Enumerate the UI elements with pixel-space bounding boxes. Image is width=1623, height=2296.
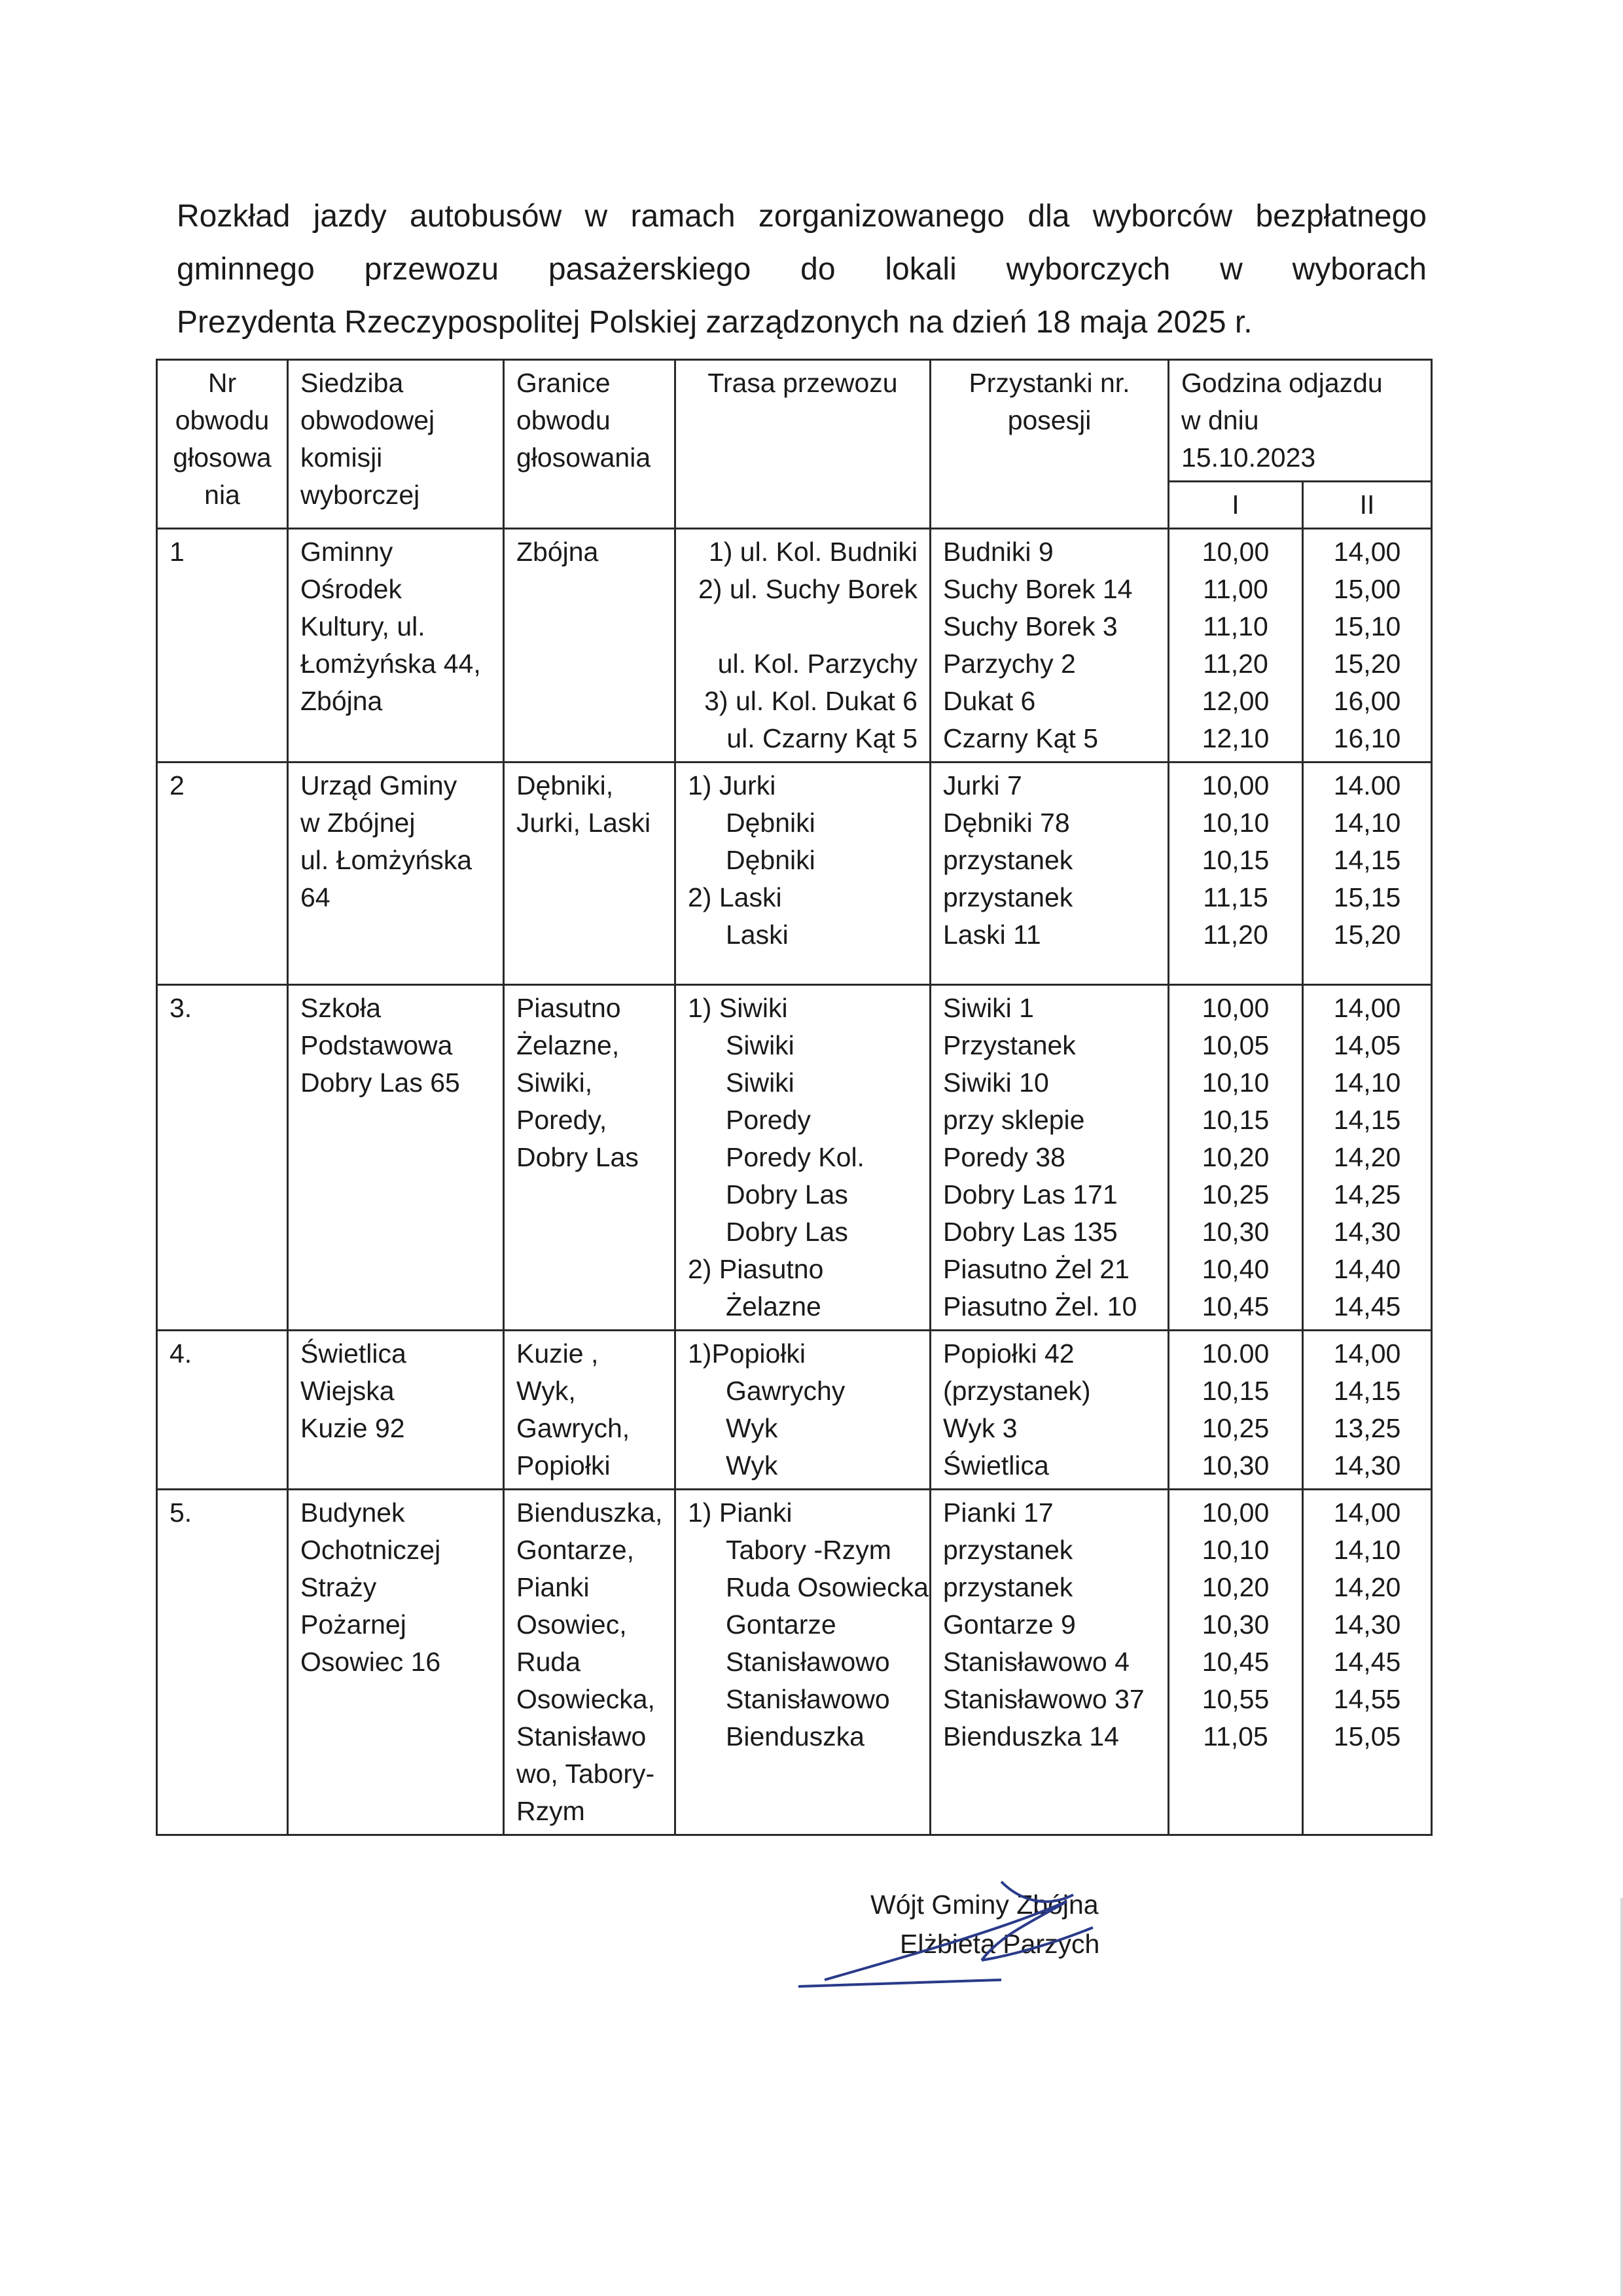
cell-trasa-line: 2) Piasutno — [688, 1254, 824, 1284]
table-row — [157, 762, 1432, 985]
cell-time-I-line: 10,40 — [1202, 1254, 1270, 1284]
cell-trasa-line: Poredy — [726, 1105, 811, 1135]
cell-time-I-line: 10,10 — [1202, 1535, 1270, 1565]
header-nr-line: obwodu — [175, 405, 270, 435]
cell-przystanki-line: przystanek — [943, 1572, 1073, 1602]
header-trasa-line: Trasa przewozu — [707, 368, 898, 398]
cell-time-I-line: 12,10 — [1202, 723, 1270, 753]
cell-przystanki-line: Popiołki 42 — [943, 1338, 1075, 1369]
cell-trasa — [675, 529, 931, 762]
cell-time-II — [1303, 1490, 1432, 1835]
cell-nr: 2 — [157, 762, 288, 985]
title-line-1: Rozkład jazdy autobusów w ramach zorganizowanego dla wyborców bezpłatnego — [177, 199, 1427, 234]
cell-time-II-line: 14,30 — [1333, 1217, 1401, 1247]
cell-przystanki-line: Dobry Las 171 — [943, 1179, 1118, 1210]
cell-time-II — [1303, 1331, 1432, 1490]
cell-trasa-line: Wyk — [726, 1413, 778, 1443]
schedule-body — [157, 529, 1432, 1835]
cell-time-II-line: 16,10 — [1333, 723, 1401, 753]
cell-time-I — [1169, 529, 1303, 762]
cell-time-I-line: 10,10 — [1202, 808, 1270, 838]
cell-trasa-line: Dobry Las — [726, 1179, 848, 1210]
signature-name: Elżbieta Parzych — [900, 1929, 1100, 1959]
cell-siedziba-line: Urząd Gminy — [300, 770, 457, 800]
cell-granice-line: Gawrych, — [516, 1413, 630, 1443]
cell-przystanki-line: przystanek — [943, 845, 1073, 875]
cell-time-I-line: 10,20 — [1202, 1142, 1270, 1172]
cell-granice-line: Bienduszka, — [516, 1498, 663, 1528]
cell-przystanki-line: Piasutno Żel. 10 — [943, 1291, 1137, 1321]
cell-time-II-line: 14,55 — [1333, 1684, 1401, 1714]
cell-przystanki-line: Stanisławowo 4 — [943, 1647, 1130, 1677]
cell-time-I — [1169, 762, 1303, 985]
cell-przystanki-line: Czarny Kąt 5 — [943, 723, 1098, 753]
cell-trasa-line: Dębniki — [726, 845, 815, 875]
cell-granice-line: Gontarze, — [516, 1535, 635, 1565]
signature-title: Wójt Gminy Zbójna — [870, 1890, 1099, 1920]
cell-siedziba-line: Ochotniczej — [300, 1535, 441, 1565]
cell-granice-line: Piasutno — [516, 993, 621, 1023]
header-przystanki — [931, 360, 1169, 529]
cell-time-I-line: 10.00 — [1202, 1338, 1270, 1369]
cell-granice-line: Wyk, — [516, 1376, 576, 1406]
cell-time-II-line: 14,30 — [1333, 1609, 1401, 1640]
cell-przystanki-line: Stanisławowo 37 — [943, 1684, 1145, 1714]
cell-siedziba-line: Świetlica — [300, 1338, 406, 1369]
cell-nr: 4. — [157, 1331, 288, 1490]
cell-time-I-line: 11,10 — [1203, 611, 1268, 641]
cell-time-II-line: 14,40 — [1333, 1254, 1401, 1284]
table-row — [157, 1490, 1432, 1835]
cell-siedziba-line: Podstawowa — [300, 1030, 453, 1060]
cell-granice-line: Kuzie , — [516, 1338, 599, 1369]
cell-time-II-line: 14,00 — [1333, 537, 1401, 567]
cell-granice-line: Osowiecka, — [516, 1684, 655, 1714]
schedule-table — [156, 359, 1433, 1836]
header-siedziba-line: wyborczej — [300, 480, 420, 510]
cell-time-I-line: 11,20 — [1203, 649, 1268, 679]
cell-time-I-line: 11,00 — [1203, 574, 1268, 604]
cell-siedziba-line: Dobry Las 65 — [300, 1067, 460, 1098]
cell-trasa-line: 1) Pianki — [688, 1498, 793, 1528]
header-przystanki-line: posesji — [1007, 405, 1092, 435]
cell-time-I — [1169, 1331, 1303, 1490]
cell-granice-line: Dębniki, — [516, 770, 614, 800]
cell-trasa-line: 3) ul. Kol. Dukat 6 — [704, 686, 918, 716]
cell-time-I — [1169, 1490, 1303, 1835]
cell-time-II-line: 14,00 — [1333, 1338, 1401, 1369]
cell-granice-line: Poredy, — [516, 1105, 607, 1135]
cell-time-II-line: 15,20 — [1333, 920, 1401, 950]
cell-siedziba-line: Zbójna — [300, 686, 383, 716]
cell-trasa — [675, 1490, 931, 1835]
cell-przystanki-line: Pianki 17 — [943, 1498, 1054, 1528]
cell-time-II-line: 14,25 — [1333, 1179, 1401, 1210]
header-col-I: I — [1169, 482, 1303, 529]
cell-siedziba-line: Pożarnej — [300, 1609, 406, 1640]
cell-przystanki — [931, 1490, 1169, 1835]
cell-przystanki-line: przy sklepie — [943, 1105, 1085, 1135]
cell-time-II-line: 14,20 — [1333, 1142, 1401, 1172]
cell-trasa-line: ul. Czarny Kąt 5 — [726, 723, 918, 753]
cell-time-II-line: 14,30 — [1333, 1450, 1401, 1480]
cell-trasa-line: Dobry Las — [726, 1217, 848, 1247]
cell-time-I-line: 10,00 — [1202, 770, 1270, 800]
header-granice — [504, 360, 675, 529]
header-godzina-line: w dniu — [1181, 405, 1259, 435]
cell-siedziba-line: ul. Łomżyńska — [300, 845, 473, 875]
header-siedziba — [288, 360, 504, 529]
title-line-2: gminnego przewozu pasażerskiego do lokali wyborczych w wyborach — [177, 252, 1427, 287]
title-line-3: Prezydenta Rzeczypospolitej Polskiej zarządzonych na dzień 18 maja 2025 r. — [177, 305, 1253, 340]
cell-trasa-line: Tabory -Rzym — [726, 1535, 891, 1565]
cell-time-I-line: 10,00 — [1202, 993, 1270, 1023]
cell-time-I-line: 10,20 — [1202, 1572, 1270, 1602]
cell-trasa-line: Gontarze — [726, 1609, 836, 1640]
cell-time-I-line: 10,25 — [1202, 1179, 1270, 1210]
cell-granice-line: Pianki — [516, 1572, 590, 1602]
cell-trasa-line: Stanisławowo — [726, 1647, 890, 1677]
cell-przystanki-line: Siwiki 1 — [943, 993, 1034, 1023]
cell-time-II-line: 15,20 — [1333, 649, 1401, 679]
cell-time-I-line: 10,05 — [1202, 1030, 1270, 1060]
cell-przystanki-line: Gontarze 9 — [943, 1609, 1076, 1640]
cell-trasa-line: Bienduszka — [726, 1721, 865, 1751]
cell-przystanki-line: Siwiki 10 — [943, 1067, 1049, 1098]
cell-przystanki-line: Suchy Borek 3 — [943, 611, 1118, 641]
cell-time-II-line: 15,00 — [1333, 574, 1401, 604]
cell-granice-line: Stanisławo — [516, 1721, 647, 1751]
cell-trasa-line: 1) Jurki — [688, 770, 776, 800]
cell-siedziba-line: Kultury, ul. — [300, 611, 425, 641]
cell-trasa — [675, 985, 931, 1331]
cell-nr: 5. — [157, 1490, 288, 1835]
cell-time-II-line: 14,15 — [1333, 1105, 1401, 1135]
cell-time-I-line: 10,10 — [1202, 1067, 1270, 1098]
cell-time-I-line: 11,20 — [1203, 920, 1268, 950]
header-nr-line: nia — [204, 480, 240, 510]
cell-trasa-line: Wyk — [726, 1450, 778, 1480]
cell-przystanki-line: Suchy Borek 14 — [943, 574, 1133, 604]
cell-siedziba-line: Kuzie 92 — [300, 1413, 405, 1443]
header-col-II: II — [1303, 482, 1432, 529]
cell-przystanki-line: (przystanek) — [943, 1376, 1091, 1406]
cell-time-I-line: 11,15 — [1203, 882, 1268, 912]
cell-granice-line: Rzym — [516, 1796, 585, 1826]
cell-trasa-line: Siwiki — [726, 1067, 794, 1098]
cell-siedziba — [288, 529, 504, 762]
cell-trasa-line: 1) ul. Kol. Budniki — [708, 537, 918, 567]
cell-time-I-line: 10,45 — [1202, 1647, 1270, 1677]
cell-time-II-line: 15,10 — [1333, 611, 1401, 641]
cell-przystanki — [931, 762, 1169, 985]
cell-time-I-line: 10,30 — [1202, 1609, 1270, 1640]
cell-trasa-line: ul. Kol. Parzychy — [717, 649, 918, 679]
cell-przystanki-line: Laski 11 — [943, 920, 1041, 950]
cell-time-I-line: 12,00 — [1202, 686, 1270, 716]
cell-time-II — [1303, 529, 1432, 762]
cell-time-II-line: 14,45 — [1333, 1291, 1401, 1321]
header-granice-line: głosowania — [516, 442, 651, 473]
handwritten-signature — [785, 1856, 1204, 2006]
header-nr-line: Nr — [207, 368, 237, 398]
cell-time-II-line: 14,15 — [1333, 845, 1401, 875]
cell-time-I-line: 10,00 — [1202, 537, 1270, 567]
cell-granice-line: Ruda — [516, 1647, 581, 1677]
cell-przystanki-line: Piasutno Żel 21 — [943, 1254, 1130, 1284]
cell-przystanki-line: Wyk 3 — [943, 1413, 1018, 1443]
cell-nr: 1 — [157, 529, 288, 762]
header-granice-line: Granice — [516, 368, 611, 398]
cell-time-II-line: 14,00 — [1333, 993, 1401, 1023]
cell-time-II-line: 14,10 — [1333, 1535, 1401, 1565]
cell-trasa-line: 1) Siwiki — [688, 993, 788, 1023]
cell-time-I-line: 10,55 — [1202, 1684, 1270, 1714]
header-godzina-line: 15.10.2023 — [1181, 442, 1316, 473]
cell-siedziba — [288, 985, 504, 1331]
cell-nr: 3. — [157, 985, 288, 1331]
cell-time-I-line: 10,30 — [1202, 1217, 1270, 1247]
cell-przystanki-line: Dobry Las 135 — [943, 1217, 1118, 1247]
header-row — [157, 360, 1432, 482]
header-granice-line: obwodu — [516, 405, 611, 435]
cell-granice — [504, 1331, 675, 1490]
cell-trasa-line: Laski — [726, 920, 789, 950]
cell-siedziba-line: Osowiec 16 — [300, 1647, 441, 1677]
cell-granice-line: Popiołki — [516, 1450, 611, 1480]
cell-siedziba-line: Ośrodek — [300, 574, 402, 604]
cell-time-I-line: 10,00 — [1202, 1498, 1270, 1528]
cell-time-II-line: 14,15 — [1333, 1376, 1401, 1406]
cell-przystanki-line: Bienduszka 14 — [943, 1721, 1119, 1751]
cell-przystanki-line: Budniki 9 — [943, 537, 1054, 567]
cell-siedziba-line: 64 — [300, 882, 330, 912]
cell-przystanki — [931, 1331, 1169, 1490]
page-edge-shadow — [1620, 1898, 1623, 2296]
cell-time-I-line: 10,15 — [1202, 1376, 1270, 1406]
cell-trasa-line: 1)Popiołki — [688, 1338, 806, 1369]
header-godzina — [1169, 360, 1432, 482]
cell-time-II-line: 15,15 — [1333, 882, 1401, 912]
cell-granice-line: Siwiki, — [516, 1067, 593, 1098]
cell-siedziba — [288, 1331, 504, 1490]
cell-time-II-line: 14,05 — [1333, 1030, 1401, 1060]
cell-trasa-line: Gawrychy — [726, 1376, 846, 1406]
cell-time-I-line: 11,05 — [1203, 1721, 1268, 1751]
table-row — [157, 1331, 1432, 1490]
header-siedziba-line: Siedziba — [300, 368, 404, 398]
cell-przystanki-line: Poredy 38 — [943, 1142, 1065, 1172]
cell-siedziba-line: Budynek — [300, 1498, 405, 1528]
header-nr-line: głosowa — [173, 442, 272, 473]
cell-przystanki-line: Dębniki 78 — [943, 808, 1070, 838]
cell-siedziba — [288, 1490, 504, 1835]
header-siedziba-line: komisji — [300, 442, 383, 473]
cell-time-II-line: 14,10 — [1333, 808, 1401, 838]
cell-przystanki-line: Przystanek — [943, 1030, 1076, 1060]
cell-time-I-line: 10,15 — [1202, 845, 1270, 875]
cell-trasa-line: Stanisławowo — [726, 1684, 890, 1714]
cell-siedziba-line: Wiejska — [300, 1376, 395, 1406]
cell-trasa — [675, 1331, 931, 1490]
header-przystanki-line: Przystanki nr. — [969, 368, 1130, 398]
cell-time-I — [1169, 985, 1303, 1331]
cell-granice-line: Dobry Las — [516, 1142, 639, 1172]
cell-trasa-line: 2) Laski — [688, 882, 782, 912]
cell-siedziba-line: Straży — [300, 1572, 377, 1602]
cell-time-II-line: 14,45 — [1333, 1647, 1401, 1677]
cell-siedziba — [288, 762, 504, 985]
cell-siedziba-line: w Zbójnej — [300, 808, 416, 838]
cell-przystanki-line: Świetlica — [943, 1450, 1049, 1480]
cell-time-II-line: 14,20 — [1333, 1572, 1401, 1602]
cell-przystanki-line: przystanek — [943, 1535, 1073, 1565]
cell-trasa-line: Żelazne — [726, 1291, 821, 1321]
cell-trasa-line: Siwiki — [726, 1030, 794, 1060]
cell-granice — [504, 762, 675, 985]
cell-time-II-line: 13,25 — [1333, 1413, 1401, 1443]
cell-przystanki — [931, 529, 1169, 762]
header-godzina-line: Godzina odjazdu — [1181, 368, 1383, 398]
cell-time-II-line: 16,00 — [1333, 686, 1401, 716]
cell-siedziba-line: Łomżyńska 44, — [300, 649, 481, 679]
cell-siedziba-line: Gminny — [300, 537, 393, 567]
cell-time-I-line: 10,45 — [1202, 1291, 1270, 1321]
header-trasa — [675, 360, 931, 529]
cell-trasa — [675, 762, 931, 985]
cell-time-II — [1303, 985, 1432, 1331]
cell-przystanki-line: Dukat 6 — [943, 686, 1036, 716]
cell-trasa-line: Poredy Kol. — [726, 1142, 865, 1172]
table-row — [157, 529, 1432, 762]
cell-granice — [504, 529, 675, 762]
cell-granice — [504, 1490, 675, 1835]
cell-time-II-line: 14.00 — [1333, 770, 1401, 800]
cell-granice-line: Żelazne, — [516, 1030, 620, 1060]
cell-przystanki — [931, 985, 1169, 1331]
cell-granice — [504, 985, 675, 1331]
cell-time-II-line: 14,00 — [1333, 1498, 1401, 1528]
document-title — [177, 190, 1427, 349]
cell-time-I-line: 10,15 — [1202, 1105, 1270, 1135]
header-nr — [157, 360, 288, 529]
cell-przystanki-line: Jurki 7 — [943, 770, 1022, 800]
cell-trasa-line: 2) ul. Suchy Borek — [698, 574, 918, 604]
cell-time-I-line: 10,25 — [1202, 1413, 1270, 1443]
cell-granice-line: Osowiec, — [516, 1609, 627, 1640]
cell-granice-line: Zbójna — [516, 537, 599, 567]
cell-przystanki-line: przystanek — [943, 882, 1073, 912]
header-siedziba-line: obwodowej — [300, 405, 435, 435]
cell-trasa-line — [688, 608, 918, 645]
cell-siedziba-line: Szkoła — [300, 993, 382, 1023]
table-row — [157, 985, 1432, 1331]
cell-przystanki-line: Parzychy 2 — [943, 649, 1076, 679]
cell-trasa-line: Ruda Osowiecka — [726, 1572, 929, 1602]
cell-time-II-line: 14,10 — [1333, 1067, 1401, 1098]
cell-granice-line: wo, Tabory- — [516, 1759, 655, 1789]
cell-trasa-line: Dębniki — [726, 808, 815, 838]
cell-time-II — [1303, 762, 1432, 985]
signature-block — [870, 1885, 1099, 1964]
cell-time-II-line: 15,05 — [1333, 1721, 1401, 1751]
cell-granice-line: Jurki, Laski — [516, 808, 651, 838]
cell-time-I-line: 10,30 — [1202, 1450, 1270, 1480]
